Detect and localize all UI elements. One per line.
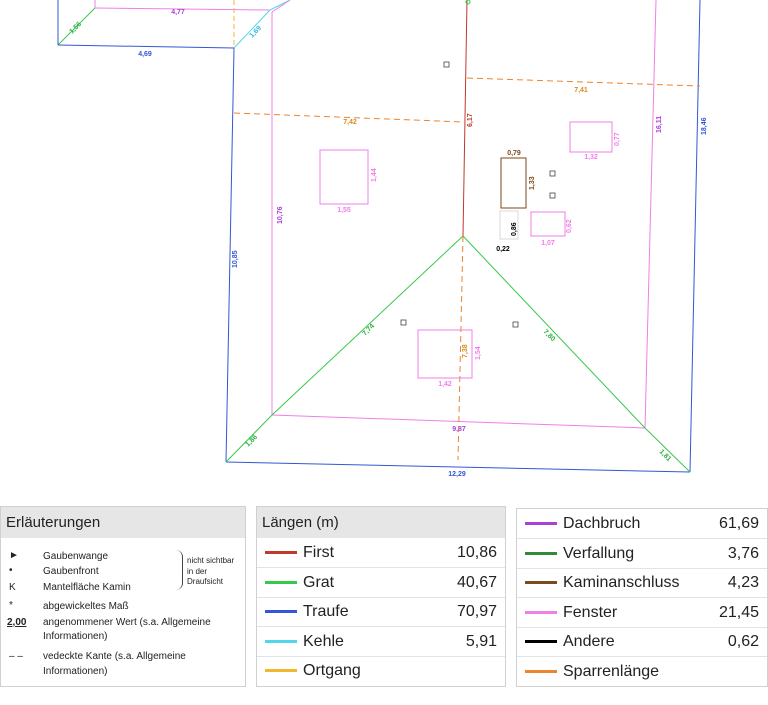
assumed-text-2: Informationen) [43,631,108,642]
lengths-panel-2 [516,508,768,687]
length2-label: Kaminanschluss [563,574,680,591]
label-grat-right: 7,80 [541,328,557,344]
grat-right-line [463,236,645,428]
label-bottom-outer: 12,29 [448,471,466,478]
length2-swatch [525,552,557,555]
length-value: 70,97 [456,603,497,620]
legend-title: Erläuterungen [1,507,245,538]
length-value: 40,67 [456,573,497,591]
small-markers [401,62,555,327]
label-dormer-right: 1,69 [248,24,264,40]
label-chimney-w: 0,79 [507,150,521,157]
sparren-dashed [234,78,700,460]
length2-value: 61,69 [718,515,759,532]
length-label: Ortgang [303,662,361,679]
assumed-symbol: 2,00 [7,617,27,628]
legend-symbol-1: ► [9,550,19,561]
brace-line-1: nicht sichtbar [187,556,235,565]
brace-icon [176,550,183,590]
label-ridge-left: 7,42 [343,119,357,126]
label-inner-left: 10,76 [277,206,284,224]
label-other-h: 0,86 [511,222,518,236]
length-row [257,627,505,657]
label-ridge-right: 7,41 [574,87,588,94]
corner-right-line [645,428,690,472]
label-first: 6,17 [467,113,474,127]
legend-symbol-4: * [9,600,13,611]
label-window-c-w: 1,07 [541,240,555,247]
lengths-list-2 [517,509,767,686]
label-window-d-w: 1,42 [438,381,452,388]
length2-label: Verfallung [563,544,635,562]
length-row [257,538,505,568]
lengths-title: Längen (m) [257,507,505,538]
legend-text-1: Gaubenwange [43,551,109,562]
label-corner-right: 1,81 [657,448,673,464]
length-label: Grat [303,573,335,591]
hidden-text-2: Informationen) [43,666,108,677]
length-swatch [265,669,297,672]
length-label: Traufe [303,603,349,620]
length-swatch [265,610,297,613]
length2-row [517,657,767,686]
length2-label: Dachbruch [563,515,641,532]
assumed-text-1: angenommener Wert (s.a. Allgemeine [43,617,211,628]
length-label: First [303,544,335,561]
label-chimney-h: 1,33 [529,176,536,190]
length2-swatch [525,581,557,584]
hidden-symbol: – – [9,651,23,662]
length2-value: 3,76 [727,544,759,562]
label-right-eave: 18,46 [701,117,708,135]
length-row [257,597,505,627]
label-window-c-h: 0,62 [566,219,573,233]
lengths-panel [256,506,506,687]
legend-symbol-2: • [9,565,13,576]
label-window-d-h: 1,54 [475,346,482,360]
length2-row [517,598,767,628]
length2-row [517,568,767,598]
label-dormer-top: 4,77 [171,9,185,16]
label-window-b-h: 0,77 [614,132,621,146]
label-bottom-inner: 9,87 [452,426,466,433]
legend-text-4: abgewickeltes Maß [43,601,129,612]
length2-swatch [525,670,557,673]
length-row [257,568,505,598]
length2-label: Andere [563,633,615,650]
label-window-a-w: 1,55 [337,207,351,214]
label-dormer-left: 1,56 [68,20,84,36]
length2-row [517,509,767,539]
length2-value: 0,62 [727,633,759,650]
length-swatch [265,581,297,584]
length-swatch [265,640,297,643]
length2-swatch [525,522,557,525]
dormer-outline [58,0,290,48]
label-window-a-h: 1,44 [371,168,378,182]
length-label: Kehle [303,632,344,650]
label-grat-left: 7,74 [361,322,377,338]
label-other-w: 0,22 [496,246,510,253]
lengths-list [257,538,505,686]
length-row [257,656,505,685]
label-window-b-w: 1,32 [584,154,598,161]
brace-line-3: Draufsicht [187,577,224,586]
length-swatch [265,551,297,554]
legend-panel [0,506,246,687]
label-corner-left: 1,86 [244,433,260,449]
hidden-text-1: vedeckte Kante (s.a. Allgemeine [43,651,186,662]
length2-label: Fenster [563,603,618,621]
legend-text-3: Mantelfläche Kamin [43,582,131,593]
chimney-rect [501,158,526,208]
label-window-d-orange: 7,38 [462,344,469,358]
legend-text-2: Gaubenfront [43,566,99,577]
brace-line-2: in der [187,567,208,576]
length-value: 10,86 [456,544,497,561]
inner-outline [272,0,656,428]
label-dormer-bottom: 4,69 [138,51,152,58]
label-right-wall: 16,11 [656,115,663,133]
length2-swatch [525,611,557,614]
length-value: 5,91 [465,632,497,650]
length2-swatch [525,640,557,643]
windows [320,122,612,378]
label-outer-left: 10,85 [232,250,239,268]
length2-label: Sparrenlänge [563,662,660,680]
length2-row [517,627,767,657]
legend-symbol-3: K [9,582,16,593]
length2-value: 21,45 [718,603,759,621]
length2-value: 4,23 [727,574,759,591]
length2-row [517,539,767,569]
